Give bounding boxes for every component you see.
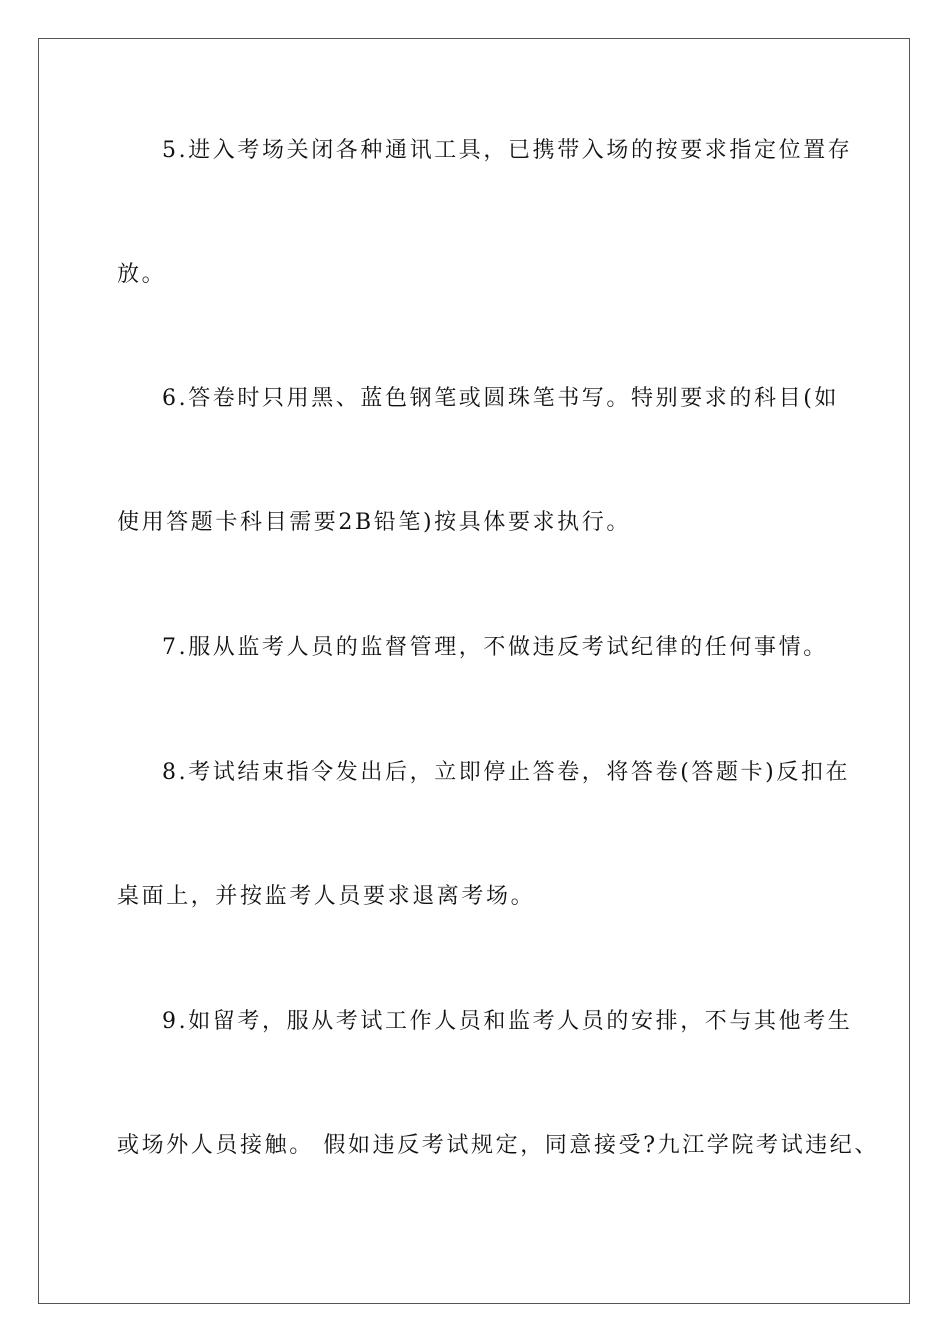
rule-8-line-2: 桌面上，并按监考人员要求退离考场。 [117,884,536,909]
rule-9-line-1: 9.如留考，服从考试工作人员和监考人员的安排，不与其他考生 [162,1009,853,1034]
rule-6-line-1: 6.答卷时只用黑、蓝色钢笔或圆珠笔书写。特别要求的科目(如 [162,386,839,411]
rule-9-line-2: 或场外人员接触。 假如违反考试规定，同意接受?九江学院考试违纪、 [117,1133,879,1158]
rule-6-line-2: 使用答题卡科目需要2B铅笔)按具体要求执行。 [117,510,631,535]
page-border [38,38,910,1304]
rule-8-line-1: 8.考试结束指令发出后，立即停止答卷，将答卷(答题卡)反扣在 [162,760,851,785]
rule-5-line-1: 5.进入考场关闭各种通讯工具，已携带入场的按要求指定位置存 [162,138,853,163]
rule-5-line-2: 放。 [117,262,167,287]
rule-7-line-1: 7.服从监考人员的监督管理，不做违反考试纪律的任何事情。 [162,635,828,660]
